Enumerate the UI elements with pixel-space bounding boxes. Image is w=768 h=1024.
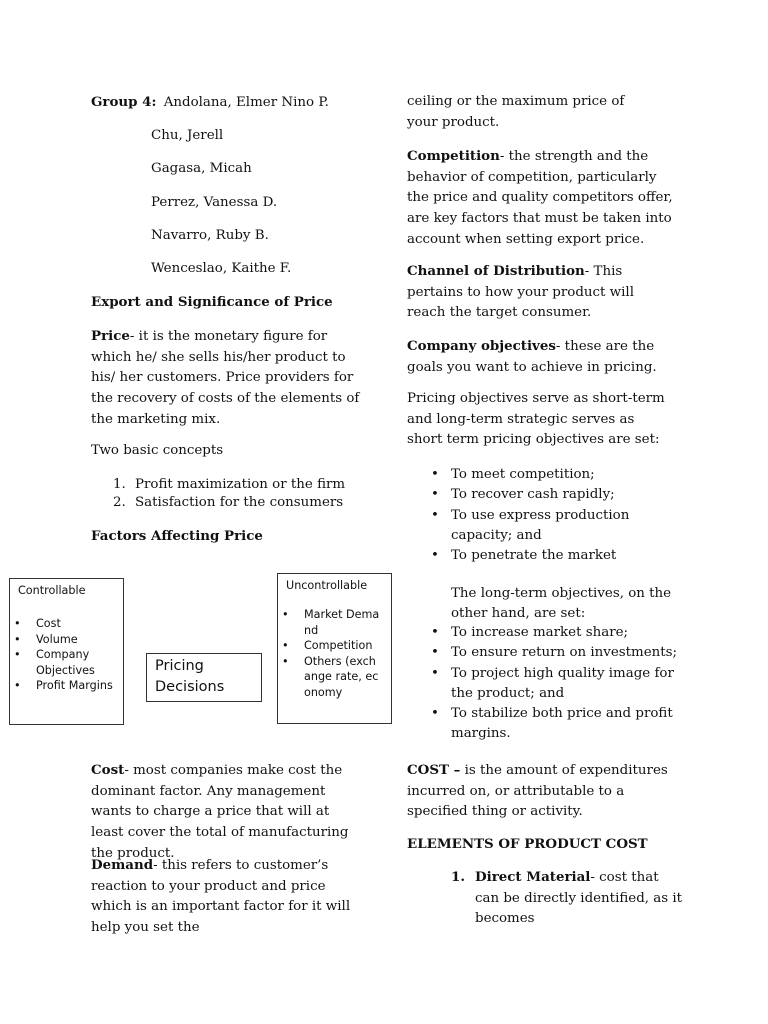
- list-item: 2. Satisfaction for the consumers: [113, 495, 344, 510]
- two-basic-concepts: Two basic concepts: [91, 443, 224, 458]
- channel-text: - This pertains to how your product will reach the target consumer.: [407, 264, 634, 321]
- elements-title: ELEMENTS OF PRODUCT COST: [407, 836, 648, 852]
- uncontrollable-title: Uncontrollable: [286, 579, 368, 592]
- list-item: • To recover cash rapidly;: [429, 485, 679, 505]
- list-item: • To ensure return on investments;: [429, 643, 681, 663]
- channel-term: Channel of Distribution: [407, 263, 585, 279]
- member-name: Perrez, Vanessa D.: [151, 195, 278, 210]
- competition-term: Competition: [407, 148, 500, 164]
- member-name: Gagasa, Micah: [151, 161, 252, 176]
- list-item: • To stabilize both price and profit margins.: [429, 704, 681, 745]
- long-term-intro: The long-term objectives, on the other hand, are set:: [451, 586, 672, 621]
- list-item: • Cost: [10, 616, 123, 632]
- list-item: • Competition: [278, 638, 382, 654]
- list-item: • Others (exchange rate, economy: [278, 654, 382, 701]
- list-item: • To project high quality image for the product; and: [429, 664, 681, 705]
- channel-paragraph: [407, 261, 675, 324]
- list-item: • Market Demand: [278, 607, 382, 638]
- controllable-list: [10, 616, 123, 694]
- competition-text: - the strength and the behavior of competition, particularly the price and quality competitors offer, are key factors that must be taken into account when setting export price.: [407, 149, 673, 247]
- controllable-box: [9, 578, 124, 725]
- pricing-decisions-box: [146, 653, 262, 702]
- group-label: Group 4:: [91, 94, 157, 110]
- list-item: • To increase market share;: [429, 623, 681, 643]
- cost-definition-term: COST –: [407, 762, 461, 778]
- price-paragraph: [91, 326, 369, 431]
- list-item: • To meet competition;: [429, 465, 679, 485]
- ceiling-paragraph: ceiling or the maximum price of your product.: [407, 94, 625, 130]
- controllable-title: Controllable: [18, 584, 86, 597]
- direct-material-paragraph: [475, 867, 683, 930]
- list-item: • Profit Margins: [10, 678, 123, 694]
- member-name: Navarro, Ruby B.: [151, 228, 269, 243]
- element-number: 1.: [451, 869, 465, 885]
- pricing-decisions-label: Pricing Decisions: [155, 658, 225, 695]
- pricing-objectives-paragraph: Pricing objectives serve as short-term and long-term strategic serves as short term pricing objectives are set:: [407, 391, 665, 448]
- member-name: Wenceslao, Kaithe F.: [151, 261, 292, 276]
- concepts-list: [113, 476, 383, 512]
- factors-title: Factors Affecting Price: [91, 528, 263, 544]
- group-line: [91, 92, 329, 114]
- list-item: • To penetrate the market: [429, 546, 679, 566]
- demand-term: Demand: [91, 857, 154, 873]
- company-objectives-paragraph: [407, 336, 672, 378]
- price-text: - it is the monetary figure for which he/ she sells his/her product to his/ her customers. Price providers for the recovery of costs of the elements of the marketing mix.: [91, 329, 360, 427]
- list-item: 1. Profit maximization or the firm: [113, 477, 346, 492]
- demand-text: - this refers to customer’s reaction to your product and price which is an important factor for it will help you set the: [91, 858, 351, 936]
- direct-material-term: Direct Material: [475, 869, 591, 885]
- price-term: Price: [91, 328, 130, 344]
- list-item: • Volume: [10, 632, 123, 648]
- uncontrollable-box: [277, 573, 392, 724]
- demand-paragraph: [91, 855, 359, 939]
- cost-text: - most companies make cost the dominant factor. Any management wants to charge a price that will at least cover the total of manufacturing the product.: [91, 763, 349, 861]
- list-item: • Company Objectives: [10, 647, 123, 678]
- member-name: Chu, Jerell: [151, 128, 224, 143]
- cost-definition-text: is the amount of expenditures incurred on, or attributable to a specified thing or activity.: [407, 763, 668, 820]
- company-objectives-term: Company objectives: [407, 338, 556, 354]
- cost-paragraph: [91, 760, 359, 865]
- competition-paragraph: [407, 146, 679, 251]
- direct-material-text: - cost that can be directly identified, as it becomes: [475, 870, 683, 927]
- short-term-objectives-list: [429, 465, 679, 566]
- uncontrollable-list: [278, 607, 382, 700]
- section-title: Export and Significance of Price: [91, 294, 333, 310]
- cost-definition-paragraph: [407, 760, 669, 823]
- cost-term: Cost: [91, 762, 125, 778]
- member-name: Andolana, Elmer Nino P.: [163, 95, 329, 110]
- list-item: • To use express production capacity; and: [429, 506, 679, 547]
- company-objectives-text: - these are the goals you want to achieve in pricing.: [407, 339, 657, 375]
- long-term-objectives-list: [429, 623, 681, 745]
